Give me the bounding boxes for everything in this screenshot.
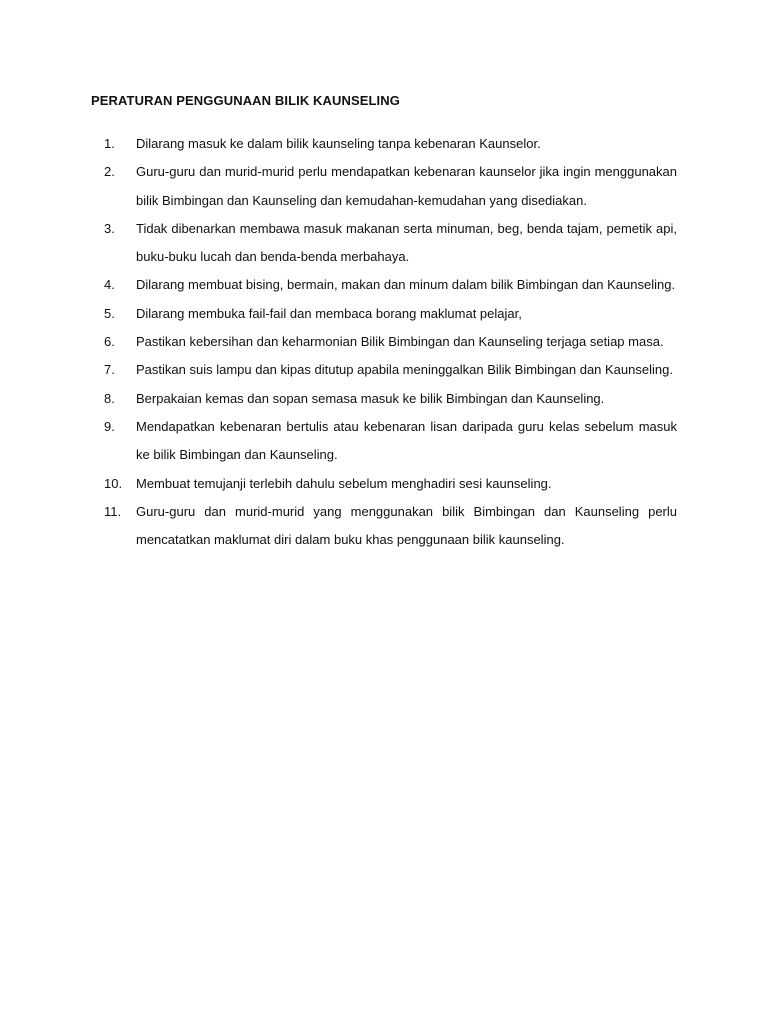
list-item <box>91 470 677 498</box>
list-item <box>91 300 677 328</box>
list-item <box>91 413 677 470</box>
list-item <box>91 328 677 356</box>
list-item-text: Berpakaian kemas dan sopan semasa masuk ke bilik Bimbingan dan Kaunseling. <box>136 390 605 406</box>
list-item <box>91 271 677 299</box>
list-item-number: 10. <box>104 475 123 491</box>
list-item <box>91 215 677 272</box>
list-item-text: Tidak dibenarkan membawa masuk makanan serta minuman, beg, benda tajam, pemetik api, buku-buku lucah dan benda-benda merbahaya. <box>136 220 677 265</box>
list-item-text: Dilarang membuka fail-fail dan membaca borang maklumat pelajar, <box>136 305 522 321</box>
list-item-number: 11. <box>104 503 122 519</box>
list-item-number: 3. <box>104 220 115 236</box>
list-item-text: Dilarang masuk ke dalam bilik kaunseling tanpa kebenaran Kaunselor. <box>136 136 541 151</box>
list-item-number: 9. <box>104 418 115 434</box>
list-item-text: Pastikan kebersihan dan keharmonian Bilik Bimbingan dan Kaunseling terjaga setiap masa. <box>136 334 664 350</box>
list-item <box>91 356 677 384</box>
list-item <box>91 130 677 158</box>
list-item-number: 2. <box>104 164 115 180</box>
list-item-text: Membuat temujanji terlebih dahulu sebelum menghadiri sesi kaunseling. <box>136 475 552 491</box>
list-item <box>91 385 677 413</box>
document-title: PERATURAN PENGGUNAAN BILIK KAUNSELING <box>91 93 400 108</box>
list-item <box>91 158 677 215</box>
list-item-text: Guru-guru dan murid-murid perlu mendapatkan kebenaran kaunselor jika ingin menggunakan bilik Bimbingan dan Kaunseling dan kemudahan-kemudahan yang disediakan. <box>136 164 677 208</box>
list-item-number: 1. <box>104 136 115 151</box>
list-item-number: 5. <box>104 305 115 321</box>
rules-list <box>91 130 677 554</box>
list-item <box>91 498 677 555</box>
list-item-text: Pastikan suis lampu dan kipas ditutup apabila meninggalkan Bilik Bimbingan dan Kaunseling. <box>136 362 673 378</box>
list-item-text: Dilarang membuat bising, bermain, makan dan minum dalam bilik Bimbingan dan Kaunseling. <box>136 277 676 293</box>
list-item-number: 4. <box>104 277 115 293</box>
list-item-number: 6. <box>104 334 115 350</box>
list-item-number: 8. <box>104 390 115 406</box>
list-item-text: Guru-guru dan murid-murid yang menggunakan bilik Bimbingan dan Kaunseling perlu mencatatkan maklumat diri dalam buku khas penggunaan bilik kaunseling. <box>136 503 677 548</box>
list-item-number: 7. <box>104 362 115 378</box>
list-item-text: Mendapatkan kebenaran bertulis atau kebenaran lisan daripada guru kelas sebelum masuk ke bilik Bimbingan dan Kaunseling. <box>136 418 677 463</box>
